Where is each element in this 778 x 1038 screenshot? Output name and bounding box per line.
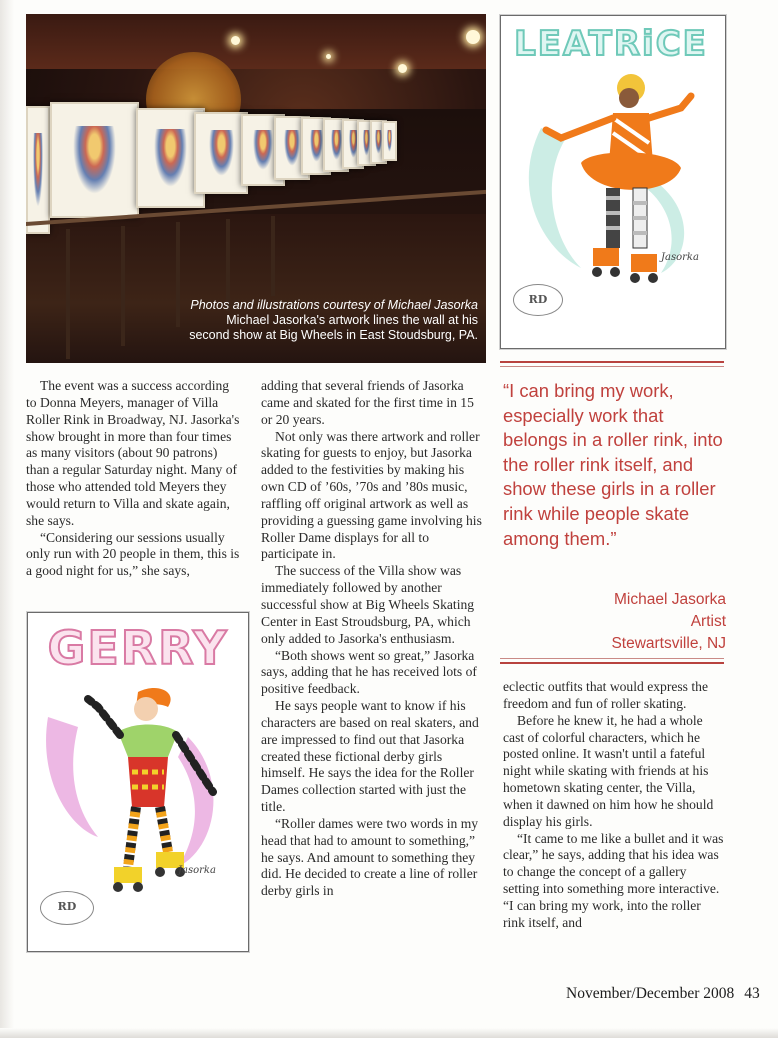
leatrice-title: LEATRiCE <box>514 24 708 64</box>
rink-photo <box>26 14 486 363</box>
wall-poster <box>382 121 397 161</box>
roller-dames-logo: RD <box>513 284 563 316</box>
page-footer <box>566 985 778 1003</box>
paragraph: eclectic outfits that would express the freedom and fun of roller skating. <box>503 679 708 711</box>
photo-caption <box>150 298 478 343</box>
ceiling-light <box>398 64 407 73</box>
pull-quote-bottom-rule-thin <box>500 658 724 659</box>
paragraph: Not only was there artwork and roller skating for guests to enjoy, but Jasorka added to the festivities by making his own CD of ’60s, ’70s and ’80s music, raffling off original artwork as well as providing a guessing game involving his Roller Dame displays for all to participate in. <box>261 428 482 562</box>
pull-quote-top-rule-thin <box>500 366 724 367</box>
ceiling-light <box>466 30 480 44</box>
wall-poster <box>50 102 139 218</box>
issue-date: November/December 2008 <box>566 985 735 1002</box>
paragraph: adding that several friends of Jasorka came and skated for the first time in 15 or 20 years. <box>261 378 474 427</box>
paragraph: “Considering our sessions usually only run with 20 people in them, this is a good night for us,” she says, <box>26 529 240 579</box>
quote-attribution-location: Stewartsville, NJ <box>611 635 726 652</box>
gerry-poster <box>27 612 249 952</box>
paragraph: “Roller dames were two words in my head that had to amount to something,” he says. And amount to something they did. He decided to create a line of roller derby girls in <box>261 815 479 899</box>
rail-post <box>121 226 125 346</box>
quote-attribution-role: Artist <box>690 613 726 630</box>
photo-credit: Photos and illustrations courtesy of Michael Jasorka <box>190 298 478 312</box>
paragraph: “It came to me like a bullet and it was clear,” he says, adding that his idea was to change the concept of a gallery setting into something more interactive. “I can bring my work, into the roller rink itself, and <box>503 830 724 930</box>
rail-post <box>271 216 275 296</box>
paragraph: Before he knew it, he had a whole cast of colorful characters, which he posted online. It wasn't until a fateful night while skating with friends at his hometown skating center, the Villa, when it dawned on him how he should display his girls. <box>503 712 714 829</box>
wall-poster <box>26 106 50 234</box>
column-1 <box>26 378 242 580</box>
leatrice-poster <box>500 15 726 349</box>
paragraph: The event was a success according to Donna Meyers, manager of Villa Roller Rink in Broadway, NJ. Jasorka's show brought in more than four times as many visitors (about 90 patrons) than a regular Saturday night. Many of those who attended told Meyers they would return to Villa and skate again, she says. <box>26 378 240 528</box>
roller-dames-logo: RD <box>40 891 94 925</box>
caption-line-1: Michael Jasorka's artwork lines the wall at his <box>226 313 478 327</box>
caption-line-2: second show at Big Wheels in East Stoudsburg, PA. <box>189 328 478 342</box>
ceiling-light <box>231 36 240 45</box>
page-gutter-shadow <box>0 0 14 1038</box>
gerry-title: GERRY <box>47 621 229 675</box>
column-2 <box>261 378 484 900</box>
paragraph: He says people want to know if his characters are based on real skaters, and are impressed to find out that Jasorka created these fictional derby girls himself. He says the idea for the Roller Dames collection started with just the title. <box>261 698 479 815</box>
ceiling-light <box>326 54 331 59</box>
column-3 <box>503 679 726 932</box>
wall-poster <box>194 112 248 194</box>
artist-signature: Jasorka <box>178 865 216 876</box>
quote-attribution-name: Michael Jasorka <box>614 591 726 608</box>
pull-quote: “I can bring my work, especially work that belongs in a roller rink, into the roller rink itself, and show these girls in a roller rink while people skate among them.” <box>503 380 723 549</box>
page-bottom-shadow <box>0 1028 778 1038</box>
photo-ceiling <box>26 14 486 69</box>
pull-quote-top-rule <box>500 361 724 363</box>
artist-signature: Jasorka <box>661 252 699 263</box>
rail-post <box>66 229 70 359</box>
pull-quote-bottom-rule <box>500 662 724 664</box>
paragraph: “Both shows went so great,” Jasorka says, adding that he has received lots of positive feedback. <box>261 647 477 697</box>
paragraph: The success of the Villa show was immediately followed by another successful show at Big Wheels Skating Center in East Stroudsburg, PA, which only added to Jasorka's enthusiasm. <box>261 563 475 646</box>
page-number: 43 <box>744 985 760 1002</box>
